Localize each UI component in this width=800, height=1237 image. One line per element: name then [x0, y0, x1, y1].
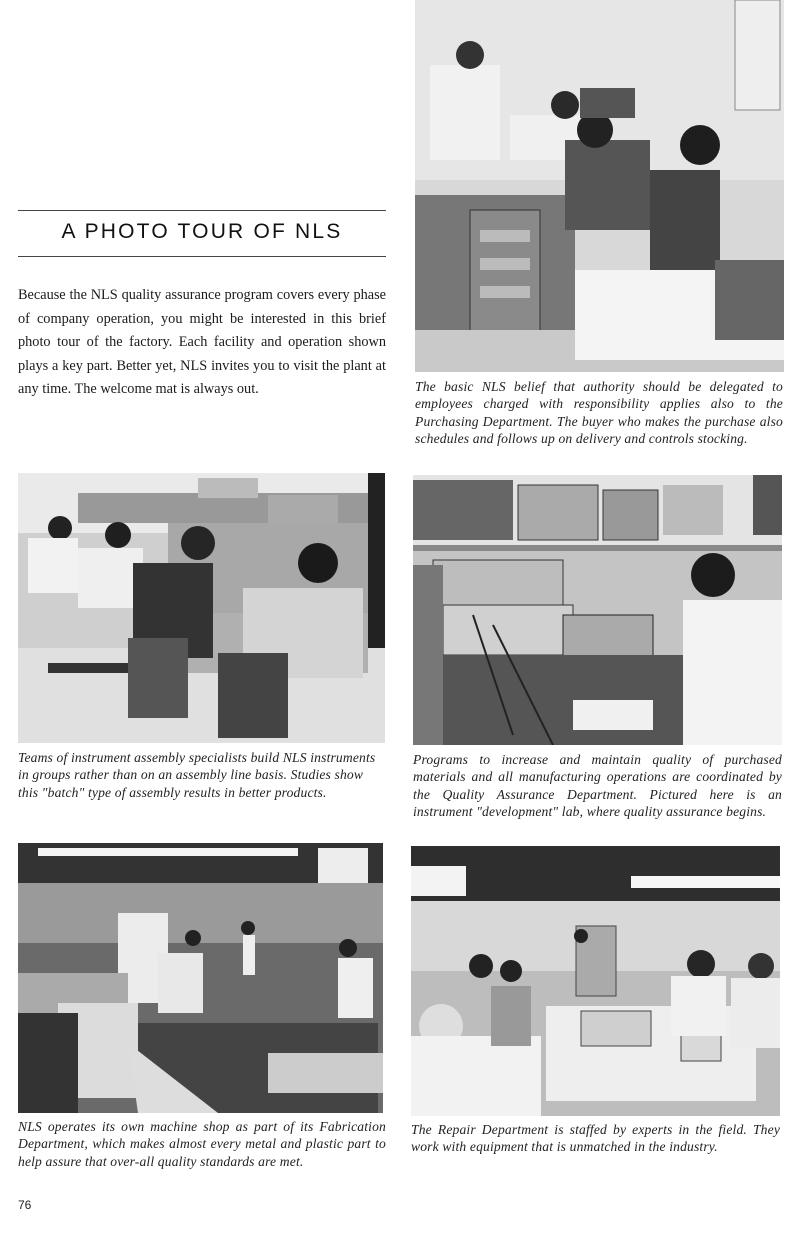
development-lab-caption: Programs to increase and maintain quality of purchased materials and all manufacturing operations are coordinated by the Quality Assurance Department. Pictured here is an instrument "development" lab, where quality assurance begins.	[413, 752, 782, 820]
intro-paragraph: Because the NLS quality assurance program covers every phase of company operation, you might be interested in this brief photo tour of the factory. Each facility and operation shown plays a key part. Better yet, NLS invites you to visit the plant at any time. The welcome mat is always out.	[18, 287, 386, 398]
machine-shop-photo	[18, 843, 383, 1113]
development-lab-photo	[413, 475, 782, 745]
machine-shop-caption: NLS operates its own machine shop as part of its Fabrication Department, which makes almost every metal and plastic part to help assure that over-all quality standards are met.	[18, 1119, 386, 1169]
repair-department-photo	[411, 846, 780, 1116]
purchasing-department-photo	[415, 0, 784, 372]
repair-department-caption: The Repair Department is staffed by experts in the field. They work with equipment that is unmatched in the industry.	[411, 1122, 780, 1155]
page-title: A PHOTO TOUR OF NLS	[61, 220, 343, 243]
purchasing-department-caption: The basic NLS belief that authority should be delegated to employees charged with responsibility applies also to the Purchasing Department. The buyer who makes the purchase also schedules and follows up on delivery and controls stocking.	[415, 379, 783, 447]
instrument-assembly-caption: Teams of instrument assembly specialists build NLS instruments in groups rather than on an assembly line basis. Studies show this "batch" type of assembly results in better products.	[18, 750, 376, 800]
title-underline	[18, 256, 386, 257]
instrument-assembly-photo	[18, 473, 385, 743]
page-number: 76	[18, 1198, 32, 1212]
top-rule	[18, 210, 386, 211]
